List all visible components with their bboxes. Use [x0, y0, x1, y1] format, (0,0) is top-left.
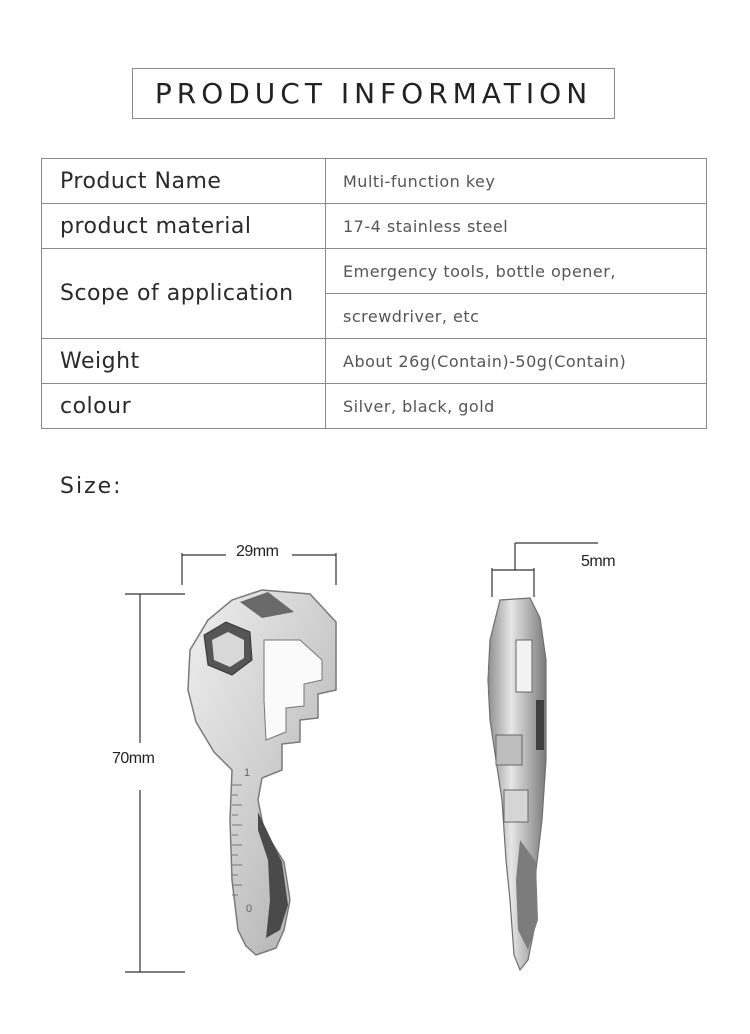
width-dimension-label: 29mm: [236, 543, 279, 560]
spec-value-weight: About 26g(Contain)-50g(Contain): [326, 339, 707, 384]
product-information-title: PRODUCT INFORMATION: [132, 68, 615, 119]
ruler-mark-0: 0: [246, 903, 253, 915]
size-heading: Size:: [60, 474, 123, 499]
spec-value-material: 17-4 stainless steel: [326, 204, 707, 249]
height-dimension-label: 70mm: [112, 750, 155, 767]
spec-value-scope-line2: screwdriver, etc: [326, 294, 707, 339]
thickness-dimension-label: 5mm: [581, 553, 616, 570]
spec-value-colour: Silver, black, gold: [326, 384, 707, 429]
spec-value-product-name: Multi-function key: [326, 159, 707, 204]
spec-label-weight: Weight: [42, 339, 326, 384]
height-dimension-marker: [125, 594, 185, 972]
ruler-mark-1: 1: [244, 767, 251, 779]
spec-value-scope-line1: Emergency tools, bottle opener,: [326, 249, 707, 294]
spec-label-product-name: Product Name: [42, 159, 326, 204]
key-side-view: [488, 598, 546, 970]
spec-label-scope: Scope of application: [42, 249, 326, 339]
key-front-view: [188, 590, 336, 955]
spec-label-material: product material: [42, 204, 326, 249]
spec-label-colour: colour: [42, 384, 326, 429]
